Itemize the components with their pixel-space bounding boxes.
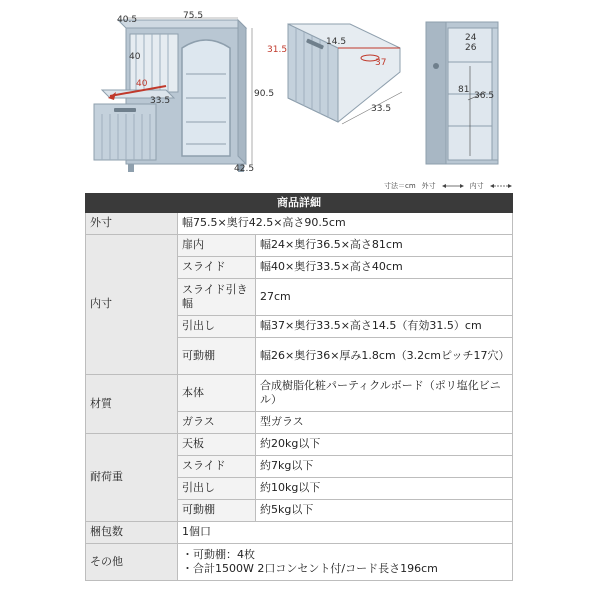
sub-label: 天板 [178, 434, 256, 456]
drawer-inner-height-label: 14.5 [326, 37, 347, 47]
sub-value: 約20kg以下 [256, 434, 513, 456]
table-row [86, 375, 513, 412]
sub-label: 可動棚 [178, 338, 256, 375]
inner-size-label: 内寸 [469, 182, 484, 190]
dimension-legend [384, 180, 594, 192]
sub-label: 引出し [178, 316, 256, 338]
row-label-other: その他 [86, 544, 178, 581]
row-label-inner: 内寸 [86, 235, 178, 375]
interior-width-top-label: 24 [465, 33, 477, 43]
sub-label: スライド [178, 257, 256, 279]
sub-value: 幅26×奥行36×厚み1.8cm（3.2cmピッチ17穴） [256, 338, 513, 375]
other-line: ・合計1500W 2口コンセント付/コード長さ196cm [182, 562, 438, 575]
drawer-depth-label: 33.5 [371, 104, 392, 114]
unit-label: 寸法＝cm [384, 182, 416, 190]
sub-label: 可動棚 [178, 500, 256, 522]
cabinet-depth-label: 40.5 [117, 15, 138, 25]
drawer-width-label: 37 [375, 58, 387, 68]
sub-value: 幅40×奥行33.5×高さ40cm [256, 257, 513, 279]
cabinet-base-depth-label: 42.5 [234, 164, 255, 174]
table-title-row [86, 194, 513, 213]
table-row [86, 213, 513, 235]
row-label-material: 材質 [86, 375, 178, 434]
outer-size-label: 外寸 [421, 182, 436, 190]
interior-depth-label: 36.5 [474, 91, 495, 101]
slide-depth-label: 33.5 [150, 96, 171, 106]
cabinet-width-label: 75.5 [183, 11, 204, 21]
sub-value: 幅24×奥行36.5×高さ81cm [256, 235, 513, 257]
row-value-package: 1個口 [178, 522, 513, 544]
sub-label: ガラス [178, 412, 256, 434]
sub-value: 合成樹脂化粧パーティクルボード（ポリ塩化ビニル） [256, 375, 513, 412]
table-row [86, 522, 513, 544]
row-value-other [178, 544, 513, 581]
cabinet-height-label: 90.5 [254, 89, 275, 99]
sub-label: 本体 [178, 375, 256, 412]
sub-value: 約10kg以下 [256, 478, 513, 500]
sub-label: 引出し [178, 478, 256, 500]
sub-value: 型ガラス [256, 412, 513, 434]
sub-label: 扉内 [178, 235, 256, 257]
table-row [86, 434, 513, 456]
interior-shelf-width-label: 26 [465, 43, 477, 53]
inner-arrow-icon [490, 183, 512, 189]
slide-height-label: 40 [129, 52, 141, 62]
sub-value: 27cm [256, 279, 513, 316]
sub-value: 約5kg以下 [256, 500, 513, 522]
table-row [86, 235, 513, 257]
row-label-outer: 外寸 [86, 213, 178, 235]
slide-width-label: 40 [136, 79, 148, 89]
product-figures [0, 0, 600, 192]
sub-label: スライド [178, 456, 256, 478]
cabinet-illustration [88, 14, 260, 180]
sub-value: 約7kg以下 [256, 456, 513, 478]
row-label-package: 梱包数 [86, 522, 178, 544]
drawer-height-label: 31.5 [267, 45, 288, 55]
other-line: ・可動棚：4枚 [182, 547, 255, 561]
outer-arrow-icon [442, 183, 464, 189]
row-value-outer: 幅75.5×奥行42.5×高さ90.5cm [178, 213, 513, 235]
sub-value: 幅37×奥行33.5×高さ14.5（有効31.5）cm [256, 316, 513, 338]
table-title: 商品詳細 [86, 194, 513, 213]
row-label-load: 耐荷重 [86, 434, 178, 522]
interior-height-label: 81 [458, 85, 470, 95]
product-details-table [85, 193, 513, 581]
table-row [86, 544, 513, 581]
sub-label: スライド引き幅 [178, 279, 256, 316]
